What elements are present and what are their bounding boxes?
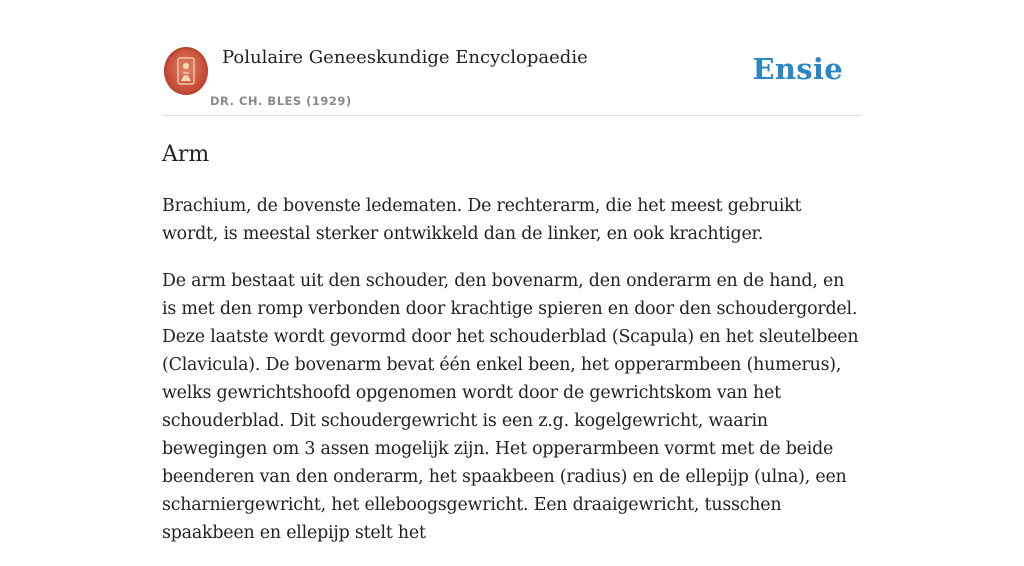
book-cover-emblem xyxy=(164,47,208,95)
header xyxy=(162,0,862,116)
book-cover-icon[interactable] xyxy=(164,47,208,95)
page xyxy=(162,0,862,543)
article-paragraph: Brachium, de bovenste ledematen. De rechterarm, die het meest gebruikt wordt, is meestal sterker ontwikkeld dan de linker, en ook krachtiger. xyxy=(162,196,802,244)
book-author: DR. CH. BLES (1929) xyxy=(210,94,352,108)
article-paragraph: De arm bestaat uit den schouder, den bovenarm, den onderarm en de hand, en is met den romp verbonden door krachtige spieren en door den schoudergordel. Deze laatste wordt gevormd door het schouderblad (Scapula) en het sleutelbeen (Clavicula). De bovenarm bevat één enkel been, het opperarmbeen (humerus), welks gewrichtshoofd opgenomen wordt door de gewrichtskom van het schouderblad. Dit schoudergewricht is een z.g. kogelgewricht, waarin bewegingen om 3 assen mogelijk zijn. Het opperarmbeen vormt met de beide beenderen van den onderarm, het spaakbeen (radius) en de ellepijp (ulna), een scharniergewricht, het elleboogsgewricht. Een draaigewricht, tusschen spaakbeen en ellepijp stelt het xyxy=(162,271,859,543)
book-title[interactable]: Polulaire Geneeskundige Encyclopaedie xyxy=(222,47,588,68)
ensie-logo-link[interactable]: Ensie xyxy=(752,52,843,86)
article-content xyxy=(162,192,862,566)
entry-title: Arm xyxy=(162,142,210,167)
